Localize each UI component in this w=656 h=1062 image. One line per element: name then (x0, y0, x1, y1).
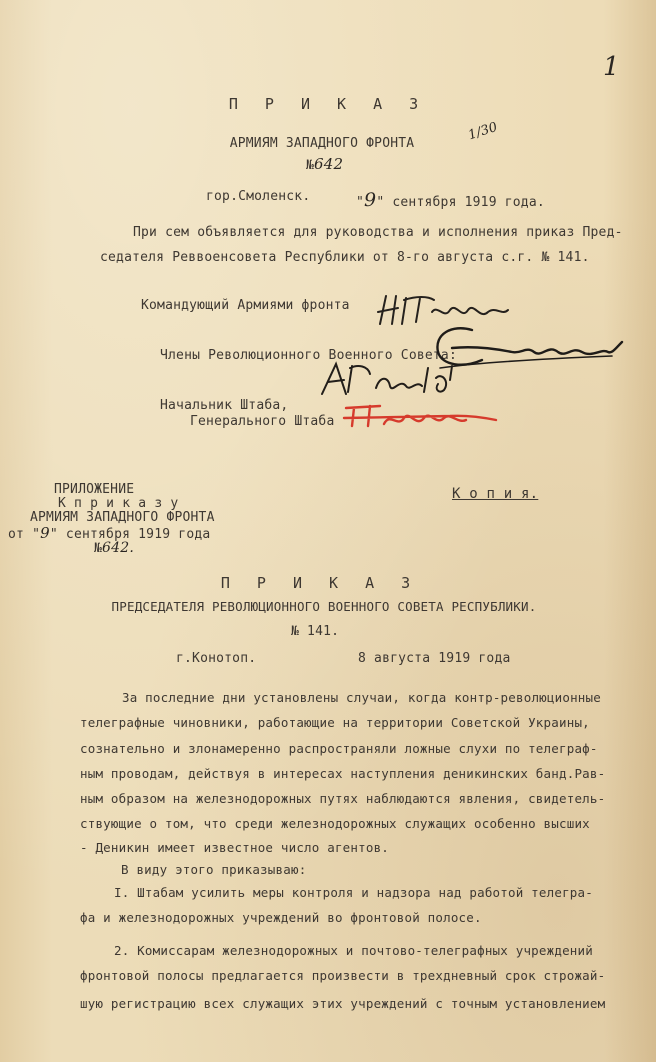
order-title: П Р И К А З (228, 95, 428, 113)
council-member-signature-2 (318, 358, 468, 400)
order-date-rest: " сентября 1919 года. (376, 195, 545, 210)
body-line-13: шую регистрацию всех служащих этих учреждений с точным установлением (80, 996, 606, 1011)
second-order-title: П Р И К А З (220, 574, 420, 592)
order-text-line-1: При сем объявляется для руководства и исполнения приказ Пред- (133, 225, 623, 240)
appendix-number-value: 642. (102, 540, 135, 556)
body-line-2: телеграфные чиновники, работающие на территории Советской Украины, (80, 715, 590, 730)
appendix-date-prefix: от " (8, 527, 41, 542)
order-number-value: 642 (314, 155, 344, 173)
body-line-9: I. Штабам усилить меры контроля и надзора над работой телегра- (114, 885, 593, 900)
order-text-line-2: седателя Реввоенсовета Республики от 8-го августа с.г. № 141. (100, 250, 590, 265)
body-line-11: 2. Комиссарам железнодорожных и почтово-телеграфных учреждений (114, 943, 593, 958)
chief-of-staff-signature (340, 398, 500, 432)
copy-label: К о п и я. (452, 486, 539, 502)
body-line-8: В виду этого приказываю: (121, 862, 307, 877)
body-line-6: ствующие о том, что среди железнодорожных служащих особенно высших (80, 816, 590, 831)
council-label: Члены Революционного Военного Совета: (160, 348, 457, 363)
body-line-5: ным образом на железнодорожных путях наблюдаются явления, свидетель- (80, 791, 606, 806)
appendix-date-day: 9 (40, 524, 50, 542)
appendix-line-1: ПРИЛОЖЕНИЕ (54, 482, 135, 497)
appendix-number-prefix: № (94, 541, 103, 556)
second-order-date: 8 августа 1919 года (358, 651, 511, 666)
second-order-subtitle: ПРЕДСЕДАТЕЛЯ РЕВОЛЮЦИОННОГО ВОЕННОГО СОВЕТА РЕСПУБЛИКИ. (111, 599, 537, 614)
appendix-line-3: АРМИЯМ ЗАПАДНОГО ФРОНТА (30, 510, 215, 525)
order-subtitle: АРМИЯМ ЗАПАДНОГО ФРОНТА (229, 136, 415, 151)
second-order-number: № 141. (291, 624, 340, 639)
appendix-line-2: К п р и к а з у (58, 496, 179, 511)
order-number-prefix: № (306, 158, 315, 173)
page-number: 1 (603, 52, 620, 82)
order-city: гор.Смоленск. (206, 189, 311, 204)
body-line-7: - Деникин имеет известное число агентов. (80, 840, 390, 855)
order-number (306, 155, 343, 173)
appendix-date-suffix: " сентября 1919 года (49, 527, 211, 542)
chief-of-staff-label-1: Начальник Штаба, (160, 398, 289, 413)
chief-of-staff-label-2: Генерального Штаба (190, 414, 335, 429)
commander-label: Командующий Армиями фронта (141, 298, 350, 313)
body-line-12: фронтовой полосы предлагается произвести в трехдневный срок строжай- (80, 968, 606, 983)
body-line-10: фа и железнодорожных учреждений во фронтовой полосе. (80, 910, 482, 925)
order-date-quote: " (356, 195, 365, 210)
body-line-3: сознательно и злонамеренно распространяли ложные слухи по телеграф- (80, 741, 598, 756)
body-line-1: За последние дни установлены случаи, когда контр-революционные (122, 690, 601, 705)
second-order-city: г.Конотоп. (176, 651, 257, 666)
order-date-day: 9 (364, 189, 377, 211)
order-date (356, 189, 545, 211)
appendix-line-5 (94, 540, 134, 556)
body-line-4: ным проводам, действуя в интересах наступления деникинских банд.Рав- (80, 766, 606, 781)
archive-mark: 1/30 (466, 119, 500, 144)
